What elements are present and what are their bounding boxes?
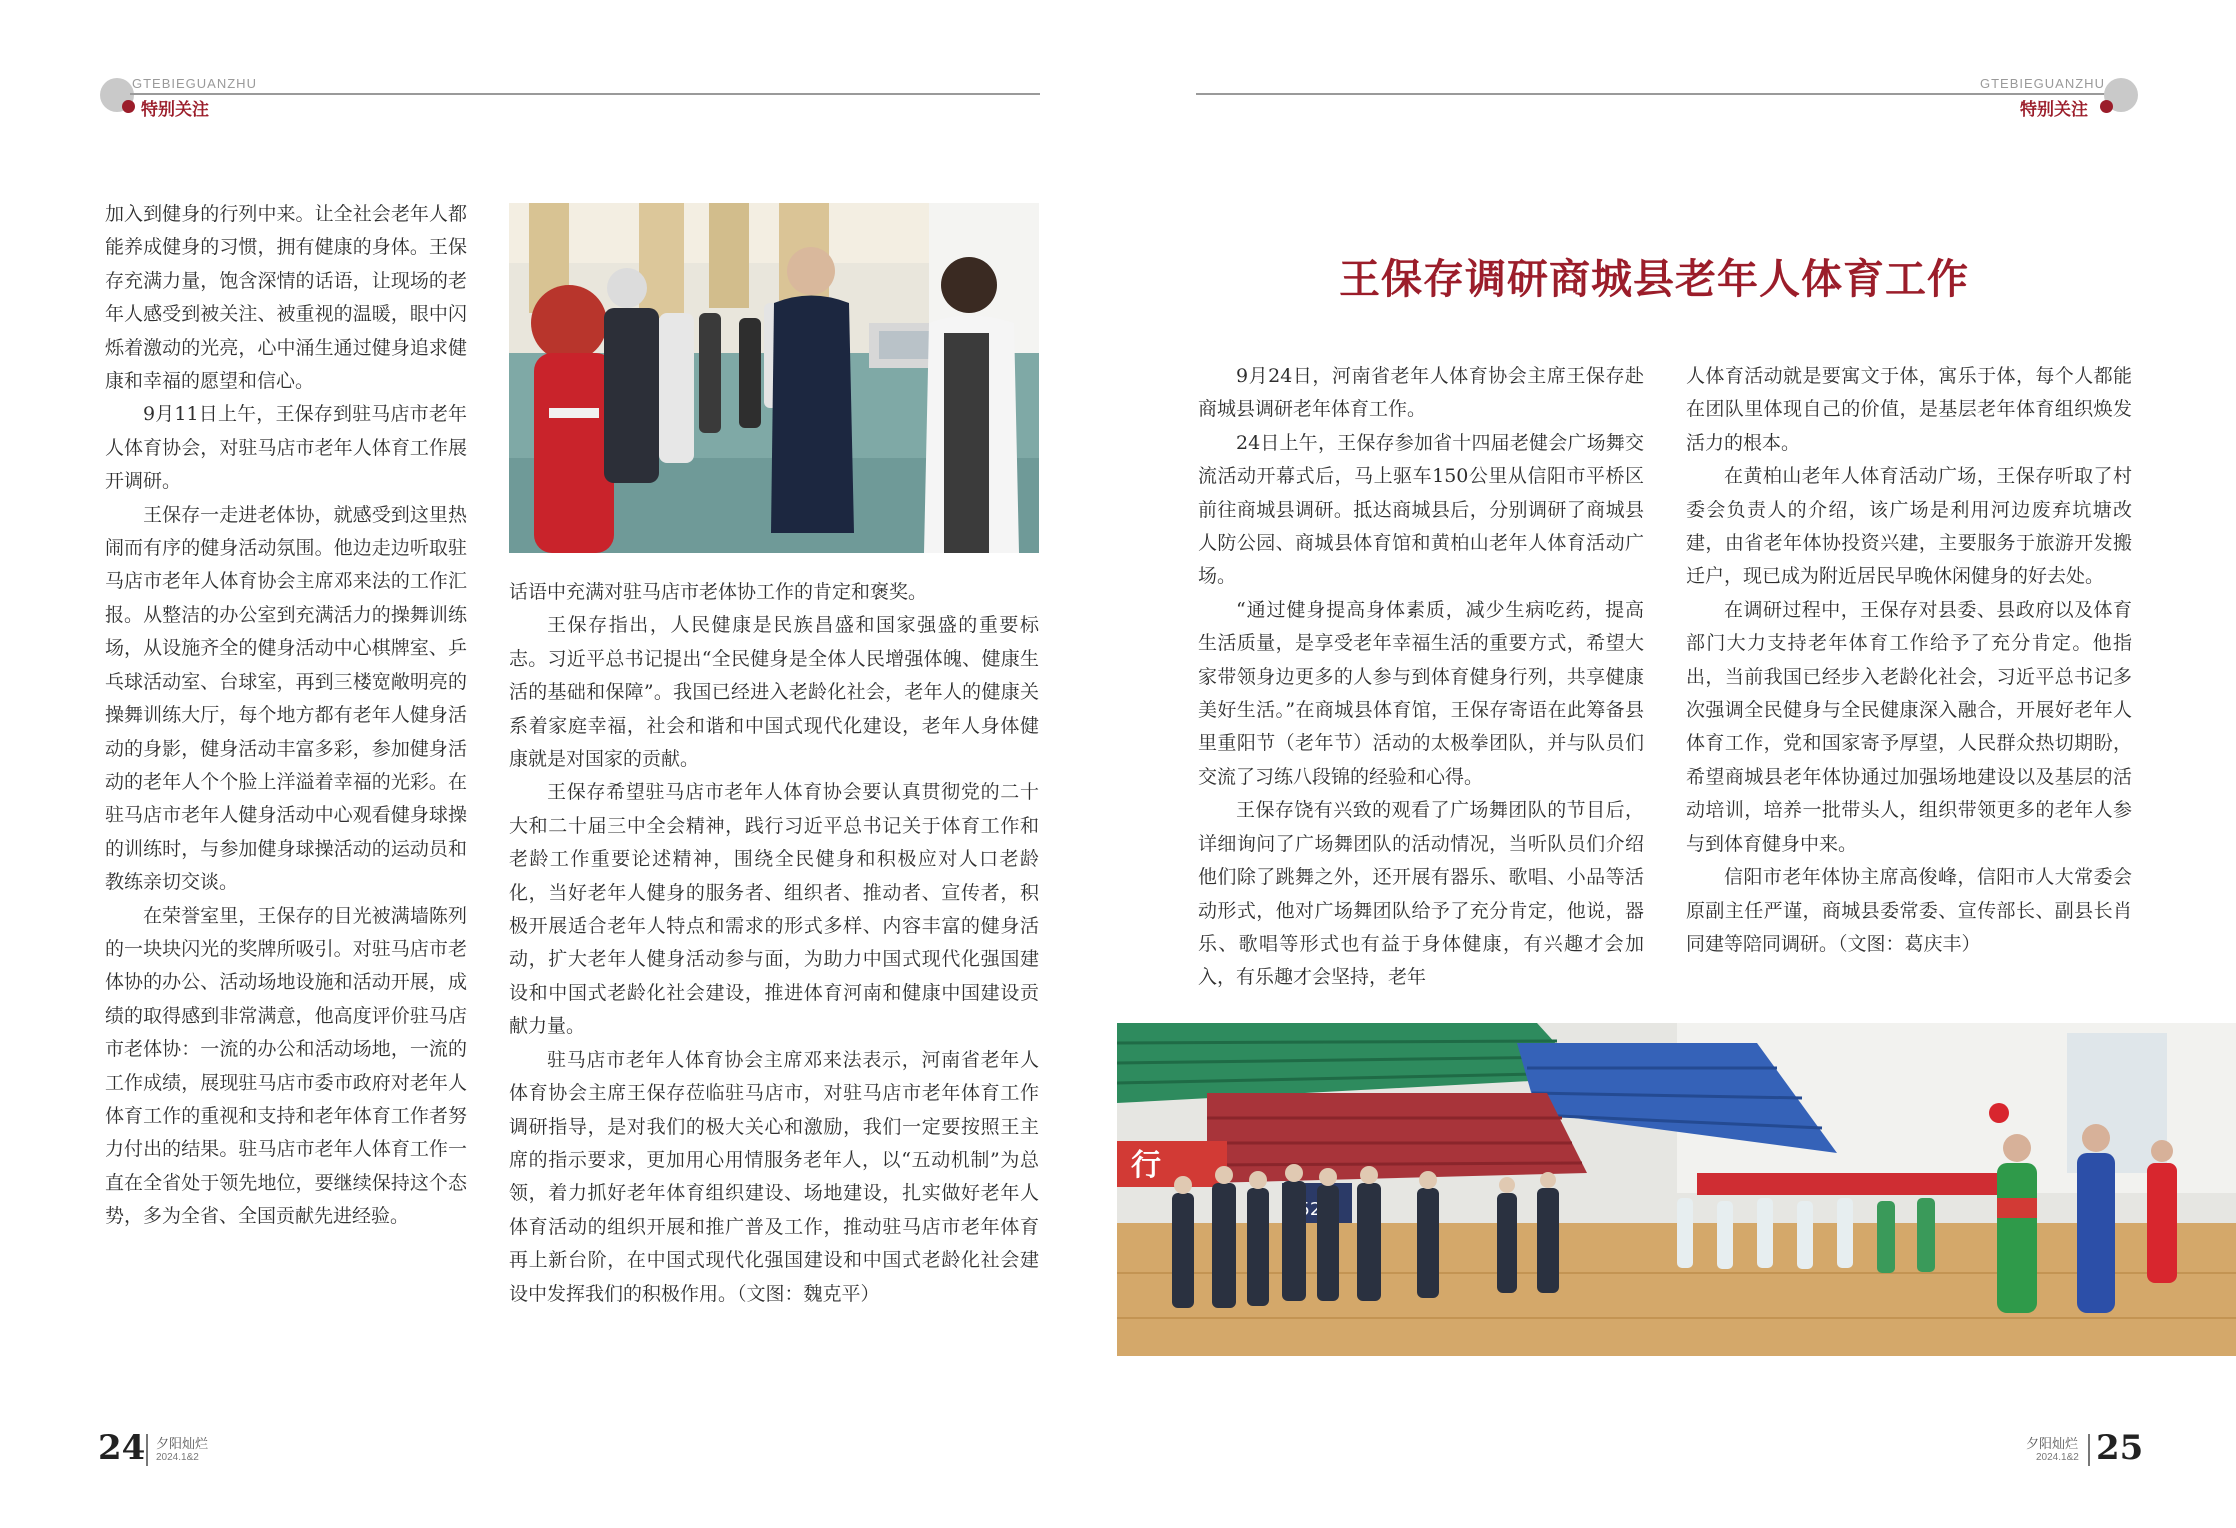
gymnasium-photo bbox=[1117, 1023, 2236, 1356]
gymnasium-photo-illustration bbox=[1117, 1023, 2236, 1356]
paragraph: “通过健身提高身体素质，减少生病吃药，提高生活质量，是享受老年幸福生活的重要方式，希望大家带领身边更多的人参与到体育健身行列，共享健康美好生活。”在商城县体育馆，王保存寄语在此筹备县里重阳节（老年节）活动的太极拳团队，并与队员们交流了习练八段锦的经验和心得。 bbox=[1198, 598, 1644, 788]
right-page-column-1 bbox=[1198, 360, 1644, 995]
left-page-column-1 bbox=[105, 198, 467, 1234]
left-page-column-2 bbox=[509, 576, 1039, 1311]
paragraph: 驻马店市老年人体育协会主席邓来法表示，河南省老年人体育协会主席王保存莅临驻马店市，对驻马店市老年体育工作调研指导，是对我们的极大关心和激励，我们一定要按照王主席的指示要求，更加用心用情服务老年人，以“五动机制”为总领，着力抓好老年体育组织建设、场地建设，扎实做好老年人体育活动的组织开展和推广普及工作，推动驻马店市老年体育再上新台阶，在中国式现代化强国建设和中国式老龄化社会建设中发挥我们的积极作用。（文图：魏克平） bbox=[509, 1048, 1039, 1305]
banner-text: 行 bbox=[1131, 1148, 1161, 1183]
paragraph: 在黄柏山老年人体育活动广场，王保存听取了村委会负责人的介绍，该广场是利用河边废弃坑塘改建，由省老年体协投资兴建，主要服务于旅游开发搬迁户，现已成为附近居民早晚休闲健身的好去处。 bbox=[1686, 465, 2132, 588]
section-title-right: 特别关注 bbox=[2020, 100, 2088, 120]
paragraph: 王保存希望驻马店市老年人体育协会要认真贯彻党的二十大和二十届三中全会精神，践行习近平总书记关于体育工作和老龄工作重要论述精神，围绕全民健身和积极应对人口老龄化，当好老年人健身的服务者、组织者、推动者、宣传者，积极开展适合老年人特点和需求的形式多样、内容丰富的健身活动，扩大老年人健身活动参与面，为助力中国式现代化强国建设和中国式老龄化社会建设，推进体育河南和健康中国建设贡献力量。 bbox=[509, 781, 1039, 1038]
paragraph: 话语中充满对驻马店市老体协工作的肯定和褒奖。 bbox=[509, 581, 928, 603]
section-en-right: GTEBIEGUANZHU bbox=[1980, 76, 2105, 91]
paragraph: 加入到健身的行列中来。让全社会老年人都能养成健身的习惯，拥有健康的身体。王保存充满力量，饱含深情的话语，让现场的老年人感受到被关注、被重视的温暖，眼中闪烁着激动的光亮，心中涌生通过健身追求健康和幸福的愿望和信心。 bbox=[105, 203, 467, 393]
visit-photo-illustration bbox=[509, 203, 1039, 553]
paragraph: 9月24日，河南省老年人体育协会主席王保存赴商城县调研老年体育工作。 bbox=[1198, 365, 1644, 421]
visit-photo-office bbox=[509, 203, 1039, 553]
paragraph: 人体育活动就是要寓文于体，寓乐于体，每个人都能在团队里体现自己的价值，是基层老年体育组织焕发活力的根本。 bbox=[1686, 365, 2132, 454]
paragraph: 9月11日上午，王保存到驻马店市老年人体育协会，对驻马店市老年人体育工作展开调研。 bbox=[105, 403, 467, 493]
paragraph: 在调研过程中，王保存对县委、县政府以及体育部门大力支持老年体育工作给予了充分肯定。他指出，当前我国已经步入老龄化社会，习近平总书记多次强调全民健身与全民健康深入融合，开展好老年人体育工作，党和国家寄予厚望，人民群众热切期盼，希望商城县老年体协通过加强场地建设以及基层的活动培训，培养一批带头人，组织带领更多的老年人参与到体育健身中来。 bbox=[1686, 598, 2132, 855]
magazine-name-left: 夕阳灿烂 bbox=[156, 1437, 209, 1452]
header-rule-left bbox=[130, 93, 1040, 95]
paragraph: 信阳市老年体协主席高俊峰，信阳市人大常委会原副主任严谨，商城县委常委、宣传部长、副县长肖同建等陪同调研。（文图：葛庆丰） bbox=[1686, 866, 2132, 955]
paragraph: 王保存饶有兴致的观看了广场舞团队的节目后，详细询问了广场舞团队的活动情况，当听队员们介绍他们除了跳舞之外，还开展有器乐、歌唱、小品等活动形式，他对广场舞团队给予了充分肯定，他说，器乐、歌唱等形式也有益于身体健康，有兴趣才会加入，有乐趣才会坚持，老年 bbox=[1198, 799, 1644, 989]
magazine-name-right: 夕阳灿烂 bbox=[2026, 1437, 2079, 1452]
section-dot-left bbox=[122, 100, 135, 113]
article-title: 王保存调研商城县老年人体育工作 bbox=[1339, 255, 1969, 303]
section-en-left: GTEBIEGUANZHU bbox=[132, 76, 257, 91]
section-title-left: 特别关注 bbox=[141, 100, 209, 120]
page-number-right: 25 bbox=[2096, 1428, 2144, 1468]
footer-divider-right bbox=[2088, 1434, 2090, 1466]
issue-date-right: 2024.1&2 bbox=[2036, 1452, 2079, 1463]
paragraph: 在荣誉室里，王保存的目光被满墙陈列的一块块闪光的奖牌所吸引。对驻马店市老体协的办公、活动场地设施和活动开展，成绩的取得感到非常满意，他高度评价驻马店市老体协：一流的办公和活动场地，一流的工作成绩，展现驻马店市委市政府对老年人体育工作的重视和支持和老年体育工作者努力付出的结果。驻马店市老年人体育工作一直在全省处于领先地位，要继续保持这个态势，多为全省、全国贡献先进经验。 bbox=[105, 904, 467, 1228]
header-rule-right bbox=[1196, 93, 2106, 95]
section-dot-right bbox=[2100, 100, 2113, 113]
page-number-left: 24 bbox=[98, 1428, 146, 1468]
right-page-column-2 bbox=[1686, 360, 2132, 961]
paragraph: 王保存指出，人民健康是民族昌盛和国家强盛的重要标志。习近平总书记提出“全民健身是全体人民增强体魄、健康生活的基础和保障”。我国已经进入老龄化社会，老年人的健康关系着家庭幸福，社会和谐和中国式现代化建设，老年人身体健康就是对国家的贡献。 bbox=[509, 614, 1039, 771]
paragraph: 24日上午，王保存参加省十四届老健会广场舞交流活动开幕式后，马上驱车150公里从信阳市平桥区前往商城县调研。抵达商城县后，分别调研了商城县人防公园、商城县体育馆和黄柏山老年人体育活动广场。 bbox=[1198, 431, 1644, 588]
paragraph: 王保存一走进老体协，就感受到这里热闹而有序的健身活动氛围。他边走边听取驻马店市老年人体育协会主席邓来法的工作汇报。从整洁的办公室到充满活力的操舞训练场，从设施齐全的健身活动中心棋牌室、乒乓球活动室、台球室，再到三楼宽敞明亮的操舞训练大厅，每个地方都有老年人健身活动的身影，健身活动丰富多彩，参加健身活动的老年人个个脸上洋溢着幸福的光彩。在驻马店市老年人健身活动中心观看健身球操的训练时，与参加健身球操活动的运动员和教练亲切交谈。 bbox=[105, 503, 467, 894]
footer-divider-left bbox=[146, 1434, 148, 1466]
issue-date-left: 2024.1&2 bbox=[156, 1452, 199, 1463]
